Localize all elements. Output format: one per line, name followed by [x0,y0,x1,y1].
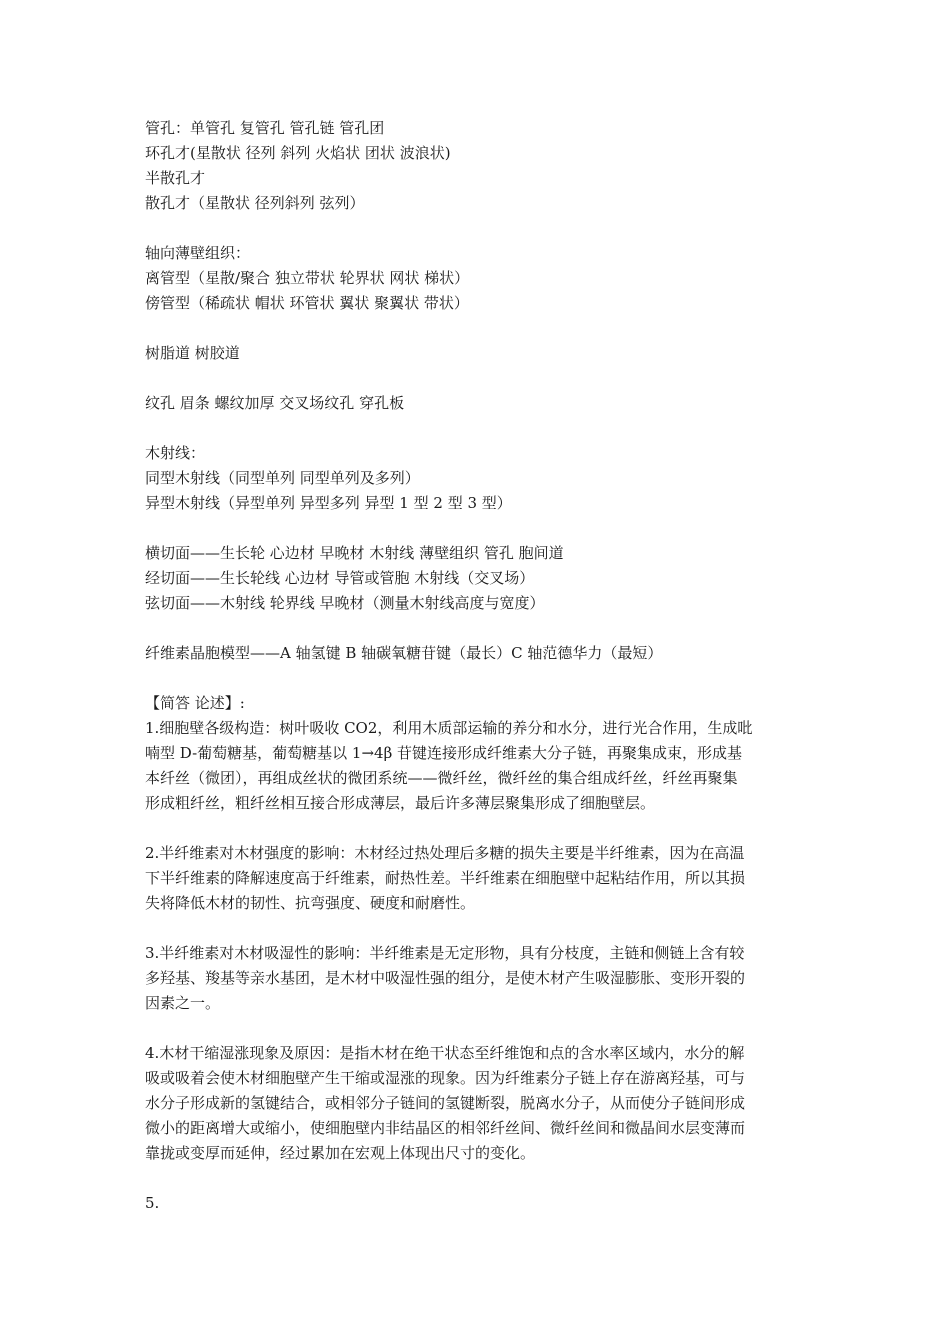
answer-line: 失将降低木材的韧性、抗弯强度、硬度和耐磨性。 [145,894,476,912]
answer-line: 形成粗纤丝，粗纤丝相互接合形成薄层，最后许多薄层聚集形成了细胞壁层。 [145,794,656,812]
answer-line: 吸或吸着会使木材细胞壁产生干缩或湿涨的现象。因为纤维素分子链上存在游离羟基，可与 [145,1069,746,1087]
answer-3 [145,941,810,1016]
apotracheal-line: 离管型（星散/聚合 独立带状 轮界状 网状 梯状） [145,269,470,287]
answer-line: 4.木材干缩湿涨现象及原因：是指木材在绝干状态至纤维饱和点的含水率区域内，水分的解 [145,1044,745,1062]
answer-line: 因素之一。 [145,994,221,1012]
spacer [145,666,810,691]
answer-line: 靠拢或变厚而延伸，经过累加在宏观上体现出尺寸的变化。 [145,1144,536,1162]
cellulose-section [145,641,810,666]
rays-section [145,441,810,516]
answer-line: 水分子形成新的氢键结合，或相邻分子链间的氢键断裂，脱离水分子，从而使分子链间形成 [145,1094,746,1112]
spacer [145,816,810,841]
parenchyma-heading: 轴向薄壁组织： [145,244,251,262]
features-section [145,391,810,416]
document-page [145,116,810,1216]
pore-types-section [145,116,810,216]
cellulose-model-line: 纤维素晶胞模型——A 轴氢键 B 轴碳氧糖苷键（最长）C 轴范德华力（最短） [145,644,663,662]
tangential-section-line: 弦切面——木射线 轮界线 早晚材（测量木射线高度与宽度） [145,594,545,612]
spacer [145,316,810,341]
spacer [145,416,810,441]
pores-line: 管孔：单管孔 复管孔 管孔链 管孔团 [145,119,385,137]
rays-heading: 木射线： [145,444,206,462]
answer-line: 喃型 D-葡萄糖基，葡萄糖基以 1→4β 苷键连接形成纤维素大分子链，再聚集成束，形成基 [145,744,743,762]
answer-5 [145,1191,810,1216]
canals-line: 树脂道 树胶道 [145,344,240,362]
qa-heading: 【简答 论述】: [145,694,245,712]
spacer [145,366,810,391]
answer-line: 微小的距离增大或缩小，使细胞壁内非结晶区的相邻纤丝间、微纤丝间和微晶间水层变薄而 [145,1119,746,1137]
answer-1 [145,716,810,816]
spacer [145,1016,810,1041]
qa-section [145,691,810,1216]
canals-section [145,341,810,366]
ring-porous-line: 环孔才(星散状 径列 斜列 火焰状 团状 波浪状) [145,144,451,162]
features-line: 纹孔 眉条 螺纹加厚 交叉场纹孔 穿孔板 [145,394,405,412]
answer-line: 多羟基、羧基等亲水基团，是木材中吸湿性强的组分，是使木材产生吸湿膨胀、变形开裂的 [145,969,746,987]
answer-line: 3.半纤维素对木材吸湿性的影响：半纤维素是无定形物，具有分枝度，主链和侧链上含有较 [145,944,745,962]
paratracheal-line: 傍管型（稀疏状 帽状 环管状 翼状 聚翼状 带状） [145,294,469,312]
spacer [145,516,810,541]
spacer [145,1166,810,1191]
spacer [145,216,810,241]
answer-line: 2.半纤维素对木材强度的影响：木材经过热处理后多糖的损失主要是半纤维素，因为在高温 [145,844,745,862]
cross-section-line: 横切面——生长轮 心边材 早晚材 木射线 薄壁组织 管孔 胞间道 [145,544,564,562]
radial-section-line: 经切面——生长轮线 心边材 导管或管胞 木射线（交叉场） [145,569,535,587]
answer-2 [145,841,810,916]
heterogeneous-rays-line: 异型木射线（异型单列 异型多列 异型 1 型 2 型 3 型） [145,494,512,512]
spacer [145,916,810,941]
answer-line: 1.细胞壁各级构造：树叶吸收 CO2，利用木质部运输的养分和水分，进行光合作用，生成吡 [145,719,753,737]
spacer [145,616,810,641]
answer-line: 本纤丝（微团），再组成丝状的微团系统——微纤丝，微纤丝的集合组成纤丝，纤丝再聚集 [145,769,738,787]
homogeneous-rays-line: 同型木射线（同型单列 同型单列及多列） [145,469,420,487]
diffuse-porous-line: 散孔才（星散状 径列斜列 弦列） [145,194,365,212]
cut-sections-section [145,541,810,616]
answer-line: 下半纤维素的降解速度高于纤维素，耐热性差。半纤维素在细胞壁中起粘结作用，所以其损 [145,869,746,887]
semi-diffuse-line: 半散孔才 [145,169,206,187]
answer-line: 5. [145,1194,160,1212]
answer-4 [145,1041,810,1166]
parenchyma-section [145,241,810,316]
